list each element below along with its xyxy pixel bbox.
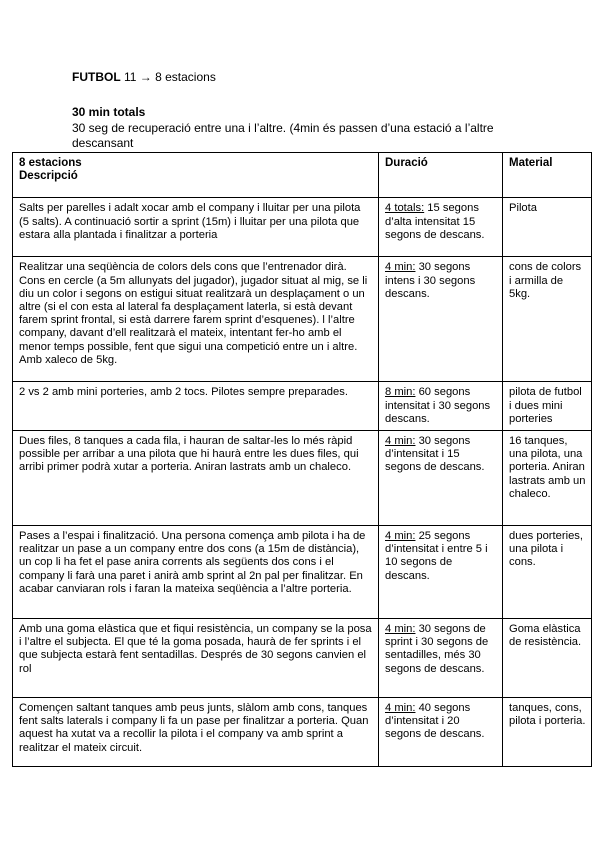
- stations-table: [12, 152, 592, 767]
- duration-lead: 8 min:: [385, 386, 416, 399]
- station-duration: [379, 431, 503, 526]
- table-header-row: [13, 153, 592, 198]
- header-description-label: Descripció: [19, 170, 78, 183]
- duration-lead: 4 min:: [385, 435, 416, 448]
- station-duration: [379, 619, 503, 698]
- header-description: [13, 153, 379, 198]
- table-row: [13, 698, 592, 767]
- duration-lead: 4 min:: [385, 261, 416, 274]
- recovery-note: 30 seg de recuperació entre una i l’altre. (4min és passen d’una estació a l’altre descansant: [72, 121, 494, 150]
- duration-detail: 15 segons d’alta intensitat 15 segons de descans.: [385, 202, 485, 241]
- station-material: Pilota: [503, 198, 592, 257]
- duration-detail: 60 segons intensitat i 30 segons descans.: [385, 386, 491, 425]
- header-duration: Duració: [379, 153, 503, 198]
- station-material: 16 tanques, una pilota, una porteria. Aniran lastrats amb un chaleco.: [503, 431, 592, 526]
- table-row: [13, 198, 592, 257]
- document-title: [72, 70, 216, 85]
- table-row: [13, 526, 592, 619]
- duration-detail: 30 segons d’intensitat i 15 segons de descans.: [385, 435, 485, 474]
- station-description: Salts per parelles i adalt xocar amb el company i lluitar per una pilota (5 salts). A continuació sortir a sprint (15m) i lluitar per una pilota que estara alla plantada i finalitzar a porteria: [13, 198, 379, 257]
- station-material: cons de colors i armilla de 5kg.: [503, 257, 592, 382]
- station-material: pilota de futbol i dues mini porteries: [503, 382, 592, 431]
- table-row: [13, 619, 592, 698]
- duration-lead: 4 min:: [385, 623, 416, 636]
- station-duration: [379, 382, 503, 431]
- station-material: dues porteries, una pilota i cons.: [503, 526, 592, 619]
- duration-lead: 4 min:: [385, 530, 416, 543]
- table-row: [13, 257, 592, 382]
- station-duration: [379, 257, 503, 382]
- station-duration: [379, 198, 503, 257]
- duration-detail: 25 segons d’intensitat i entre 5 i 10 segons de descans.: [385, 530, 488, 582]
- station-description: Dues files, 8 tanques a cada fila, i hauran de saltar-les lo més ràpid possible per arribar a una pilota que hi haurà entre les dues files, qui arribi primer podrà xutar a porteria. Aniran lastrats amb un chaleco.: [13, 431, 379, 526]
- duration-lead: 4 totals:: [385, 202, 425, 215]
- station-description: Realitzar una seqüència de colors dels cons que l’entrenador dirà. Cons en cercle (a 5m allunyats del jugador), jugador situat al mig, se li diu un color i segons on estigui situat realitzarà un desplaçament o un altre (si el con esta al lateral fa desplaçament laterla, si està devant farem sprint frontal, si està darrere farem sprint d’esquenes). l l’altre company, davant d’ell realitzarà el mateix, intentant fer-ho amb el menor temps possible, fent que sigui una competició entre un i altre. Amb xaleco de 5kg.: [13, 257, 379, 382]
- station-duration: [379, 698, 503, 767]
- station-description: Amb una goma elàstica que et fiqui resistència, un company se la posa i l’altre el subjecta. El que té la goma posada, haurà de fer sprints i el que subjecta estarà fent sentadillas. Després de 30 segons canvien el rol: [13, 619, 379, 698]
- table-row: [13, 431, 592, 526]
- total-time: 30 min totals: [72, 105, 146, 119]
- station-description: Pases a l’espai i finalització. Una persona comença amb pilota i ha de realitzar un pase a un company entre dos cons (a 15m de distància), un cop li ha fet el pase anira corrents als següents dos cons i el company li farà una paret i anirà amb sprint al 2n pal per finalitzar. En acabar canviaran rols i faran la mateixa seqüència a l’altre porteria.: [13, 526, 379, 619]
- duration-detail: 30 segons de sprint i 30 segons de sentadilles, més 30 segons de descans.: [385, 623, 489, 675]
- title-stations: 11 → 8 estacions: [120, 70, 216, 84]
- duration-detail: 30 segons intens i 30 segons descans.: [385, 261, 476, 300]
- header-material: Material: [503, 153, 592, 198]
- duration-detail: 40 segons d’intensitat i 20 segons de descans.: [385, 702, 485, 741]
- title-sport: FUTBOL: [72, 70, 121, 84]
- station-description: 2 vs 2 amb mini porteries, amb 2 tocs. Pilotes sempre preparades.: [13, 382, 379, 431]
- station-material: tanques, cons, pilota i porteria.: [503, 698, 592, 767]
- station-description: Començen saltant tanques amb peus junts, slàlom amb cons, tanques fent salts laterals i company li fa un pase per finalitzar a porteria. Quan aquest ha xutat va a recollir la pilota i el company va amb sprint a realitzar el mateix circuit.: [13, 698, 379, 767]
- station-duration: [379, 526, 503, 619]
- station-material: Goma elàstica de resistència.: [503, 619, 592, 698]
- header-stations-label: 8 estacions: [19, 157, 82, 169]
- table-row: [13, 382, 592, 431]
- duration-lead: 4 min:: [385, 702, 416, 715]
